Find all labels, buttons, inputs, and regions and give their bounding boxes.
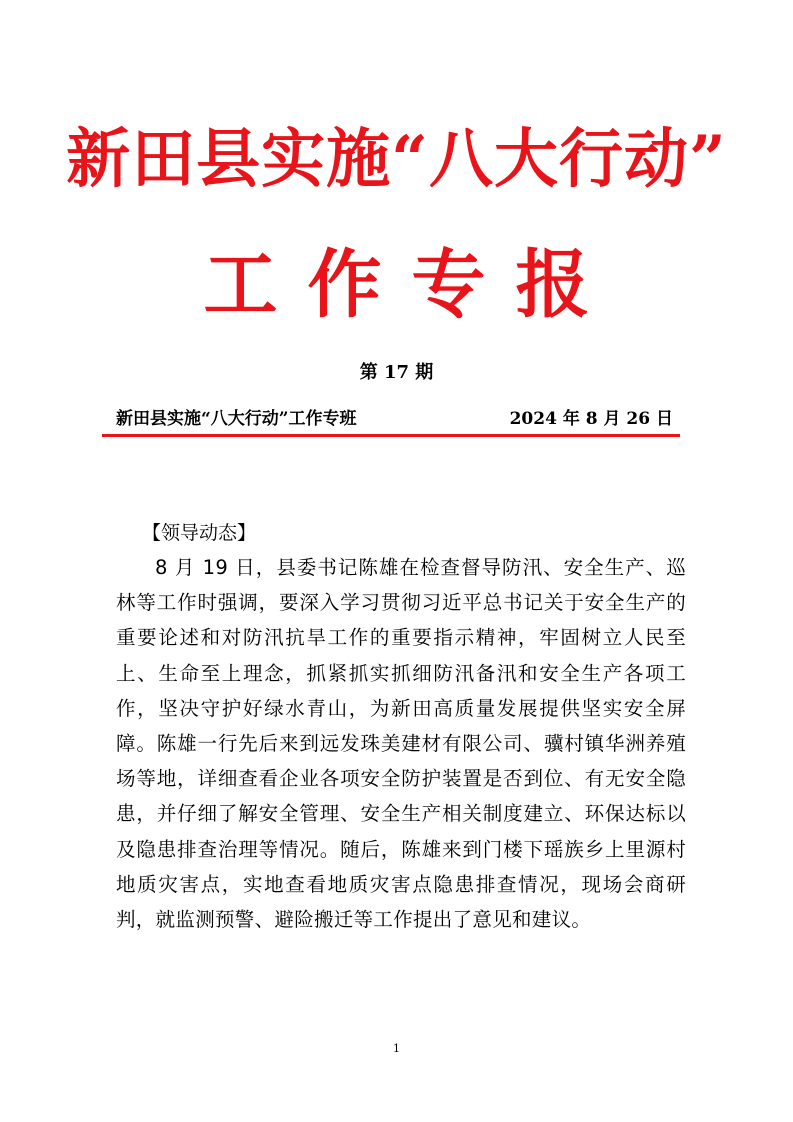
page-number: 1 (393, 1042, 400, 1055)
issuing-organization: 新田县实施“八大行动”工作专班 (116, 409, 357, 429)
issue-date: 2024 年 8 月 26 日 (509, 409, 673, 429)
report-subtitle: 工作专报 (203, 242, 620, 328)
report-title: 新田县实施“八大行动” (66, 122, 727, 197)
header-divider (102, 434, 680, 437)
issue-number: 第 17 期 (359, 362, 434, 383)
section-heading: 【领导动态】 (142, 522, 257, 544)
body-paragraph: 8 月 19 日，县委书记陈雄在检查督导防汛、安全生产、巡林等工作时强调，要深入学习贯彻习近平总书记关于安全生产的重要论述和对防汛抗旱工作的重要指示精神，牢固树立人民至上、生命至上理念，抓紧抓实抓细防汛备汛和安全生产各项工作，坚决守护好绿水青山，为新田高质量发展提供坚实安全屏障。陈雄一行先后来到远发珠美建材有限公司、骥村镇华洲养殖场等地，详细查看企业各项安全防护装置是否到位、有无安全隐患，并仔细了解安全管理、安全生产相关制度建立、环保达标以及隐患排查治理等情况。随后，陈雄来到门楼下瑶族乡上里源村地质灾害点，实地查看地质灾害点隐患排查情况，现场会商研判，就监测预警、避险搬迁等工作提出了意见和建议。 (116, 556, 686, 932)
